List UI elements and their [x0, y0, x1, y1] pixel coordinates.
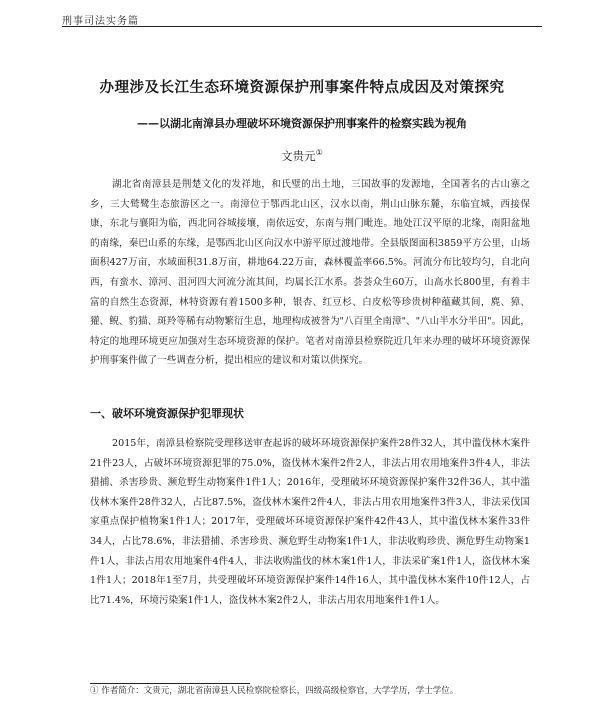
footnote-divider: [90, 683, 250, 684]
author-footnote: ① 作者简介：文贵元，湖北省南漳县人民检察院检察长，四级高级检察官，大学学历，学士学位。: [90, 686, 459, 696]
author-line: [62, 148, 542, 164]
footnote-marker: ①: [315, 148, 323, 158]
intro-paragraph: 湖北省南漳县是荆楚文化的发祥地，和氏璧的出土地，三国故事的发源地，全国著名的古山寨之乡，三大鹫鹭生态旅游区之一。南漳位于鄂西北山区，汉水以南，荆山山脉东麓，东临宜城，西接保康，东北与襄阳为临，西北同谷城接壤，南依远安，东南与荆门毗连。地处江汉平原的北缘，南阳盆地的南缘，秦巴山系的东缘，是鄂西北山区向汉水中游平原过渡地带。全县版图面积3859平方公里，山场面积427万亩，水域面积31.8万亩，耕地64.22万亩，森林覆盖率66.5%。河流分布比较均匀，自北向西，有蛮水、漳河、沮河四大河流分流其间，均属长江水系。荟荟众生60万，山高水长800里，有着丰富的自然生态资源，林特资源有着1500多种，银杏、红豆杉、白皮松等珍贵树种蕴藏其间，麂、獐、獾、鲵、豹猫、斑羚等稀有动物繁衍生息，地理构成被誉为"八百里全南漳"、"八山半水分半田"。因此，特定的地理环境更应加强对生态环境资源的保护。笔者对南漳县检察院近几年来办理的破坏环境资源保护刑事案件做了一些调查分析，提出相应的建议和对策以供探究。: [90, 179, 530, 367]
article-title: 办理涉及长江生态环境资源保护刑事案件特点成因及对策探究: [99, 80, 505, 96]
author-name: 文贵元: [281, 149, 316, 163]
section-heading: 一、破坏环境资源保护犯罪现状: [90, 407, 244, 420]
article-subtitle: ——以湖北南漳县办理破坏环境资源保护刑事案件的检察实践为视角: [137, 117, 467, 130]
statistics-paragraph: 2015年，南漳县检察院受理移送审查起诉的破坏环境资源保护案件28件32人，其中滥伐林木案件21件23人，占破坏环境资源犯罪的75.0%，盗伐林木案件2件2人，非法占用农用地案件3件4人，非法猎捕、杀害珍贵、濒危野生动物案件1件1人；2016年，受理破坏环境资源保护案件32件36人，其中滥伐林木案件28件32人，占比87.5%，盗伐林木案件2件4人，非法占用农用地案件3件3人，非法采伐国家重点保护植物案1件1人；2017年，受理破坏环境资源保护案件42件43人，其中滥伐林木案件33件34人，占比78.6%，非法猎捕、杀害珍贵、濒危野生动物案1件1人，非法收购珍贵、濒危野生动物案1件1人，非法占用农用地案件4件4人，非法收购滥伐的林木案1件1人，非法采矿案1件1人，盗伐林木案1件1人；2018年1至7月，共受理破坏环境资源保护案件14件16人，其中滥伐林木案件10件12人，占比71.4%，环境污染案1件1人，盗伐林木案2件2人，非法占用农用地案件1件1人。: [90, 438, 530, 606]
header-divider: [62, 26, 542, 27]
running-header: 刑事司法实务篇: [62, 16, 139, 27]
